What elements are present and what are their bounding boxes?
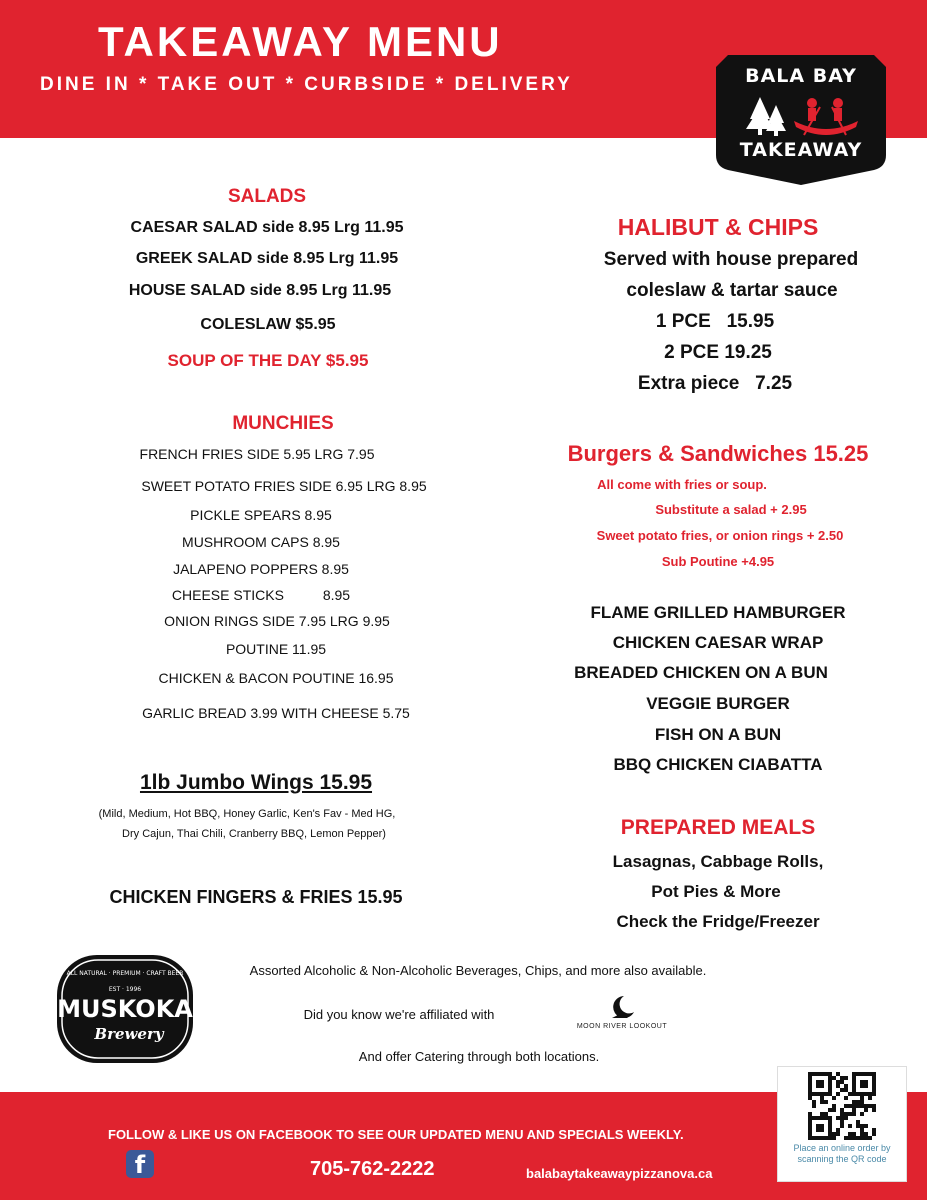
burgers-note: Sub Poutine +4.95 xyxy=(661,554,775,569)
burgers-note: All come with fries or soup. xyxy=(597,477,767,492)
burger-item: VEGGIE BURGER xyxy=(646,694,790,713)
menu-item: MUSHROOM CAPS 8.95 xyxy=(182,534,340,550)
menu-item: CHICKEN & BACON POUTINE 16.95 xyxy=(158,670,394,686)
burger-item: FLAME GRILLED HAMBURGER xyxy=(590,603,846,622)
catering-note: And offer Catering through both locations. xyxy=(358,1049,600,1064)
menu-item: CHEESE STICKS 8.95 xyxy=(171,587,351,603)
halibut-price: 2 PCE 19.25 xyxy=(664,342,772,363)
prepared-meals-heading: PREPARED MEALS xyxy=(620,816,816,839)
wings-flavours-line2: Dry Cajun, Thai Chili, Cranberry BBQ, Lemon Pepper) xyxy=(122,828,386,840)
phone-number[interactable]: 705-762-2222 xyxy=(310,1158,435,1180)
burger-item: BREADED CHICKEN ON A BUN xyxy=(574,663,828,682)
muskoka-est: EST · 1996 xyxy=(108,986,142,993)
affiliated-note: Did you know we're affiliated with xyxy=(303,1007,495,1022)
muskoka-sub: Brewery xyxy=(94,1025,164,1043)
menu-item: PICKLE SPEARS 8.95 xyxy=(190,507,332,523)
beverages-note: Assorted Alcoholic & Non-Alcoholic Beverages, Chips, and more also available. xyxy=(249,963,707,978)
logo-text-bottom: TAKEAWAY xyxy=(739,139,863,161)
menu-item: FRENCH FRIES SIDE 5.95 LRG 7.95 xyxy=(139,446,375,462)
wings-flavours-line1: (Mild, Medium, Hot BBQ, Honey Garlic, Ken's Fav - Med HG, xyxy=(98,808,396,820)
menu-item: ONION RINGS SIDE 7.95 LRG 9.95 xyxy=(164,613,390,629)
menu-item: POUTINE 11.95 xyxy=(225,641,327,657)
menu-title: TAKEAWAY MENU xyxy=(98,18,503,65)
soup-of-the-day: SOUP OF THE DAY $5.95 xyxy=(167,351,369,370)
facebook-follow-text: FOLLOW & LIKE US ON FACEBOOK TO SEE OUR UPDATED MENU AND SPECIALS WEEKLY. xyxy=(108,1127,684,1142)
menu-subtitle: DINE IN * TAKE OUT * CURBSIDE * DELIVERY xyxy=(40,74,573,95)
prepared-meals-line: Check the Fridge/Freezer xyxy=(616,912,820,931)
qr-caption: Place an online order by scanning the QR code xyxy=(793,1143,891,1164)
halibut-price: 1 PCE 15.95 xyxy=(655,311,775,332)
halibut-heading: HALIBUT & CHIPS xyxy=(617,214,819,240)
menu-item: JALAPENO POPPERS 8.95 xyxy=(173,561,349,577)
burger-item: BBQ CHICKEN CIABATTA xyxy=(613,755,823,774)
munchies-heading: MUNCHIES xyxy=(232,413,334,434)
chicken-fingers-item: CHICKEN FINGERS & FRIES 15.95 xyxy=(109,887,403,907)
qr-code-panel[interactable] xyxy=(777,1066,907,1182)
prepared-meals-line: Lasagnas, Cabbage Rolls, xyxy=(612,852,824,871)
website-link[interactable]: balabaytakeawaypizzanova.ca xyxy=(526,1166,713,1181)
burgers-note: Sweet potato fries, or onion rings + 2.50 xyxy=(596,528,844,543)
burgers-note: Substitute a salad + 2.95 xyxy=(655,502,807,517)
menu-item: CAESAR SALAD side 8.95 Lrg 11.95 xyxy=(130,219,404,236)
bala-bay-logo xyxy=(716,55,886,185)
burgers-heading: Burgers & Sandwiches 15.25 xyxy=(567,441,869,466)
halibut-price: Extra piece 7.25 xyxy=(637,373,793,394)
facebook-icon[interactable]: f xyxy=(126,1150,154,1178)
halibut-desc-line1: Served with house prepared xyxy=(603,249,859,270)
qr-code-icon[interactable] xyxy=(808,1072,876,1140)
menu-item: GREEK SALAD side 8.95 Lrg 11.95 xyxy=(135,250,399,267)
menu-item: SWEET POTATO FRIES SIDE 6.95 LRG 8.95 xyxy=(141,478,427,494)
menu-item: GARLIC BREAD 3.99 WITH CHEESE 5.75 xyxy=(142,705,410,721)
menu-item: HOUSE SALAD side 8.95 Lrg 11.95 xyxy=(128,282,392,299)
muskoka-brewery-logo xyxy=(55,953,195,1065)
moon-river-label: MOON RIVER LOOKOUT xyxy=(576,1023,668,1030)
muskoka-name: MUSKOKA xyxy=(57,995,193,1023)
wings-heading: 1lb Jumbo Wings 15.95 xyxy=(139,771,373,794)
halibut-desc-line2: coleslaw & tartar sauce xyxy=(626,280,838,301)
muskoka-tagline: ALL NATURAL · PREMIUM · CRAFT BEER xyxy=(66,970,184,977)
burger-item: FISH ON A BUN xyxy=(654,725,782,744)
menu-item: COLESLAW $5.95 xyxy=(200,316,336,333)
salads-heading: SALADS xyxy=(227,186,307,207)
burger-item: CHICKEN CAESAR WRAP xyxy=(612,633,824,652)
moon-icon xyxy=(572,992,672,1024)
moon-river-lookout-logo xyxy=(572,992,672,1036)
prepared-meals-line: Pot Pies & More xyxy=(651,882,781,901)
logo-text-top: BALA BAY xyxy=(745,65,857,87)
